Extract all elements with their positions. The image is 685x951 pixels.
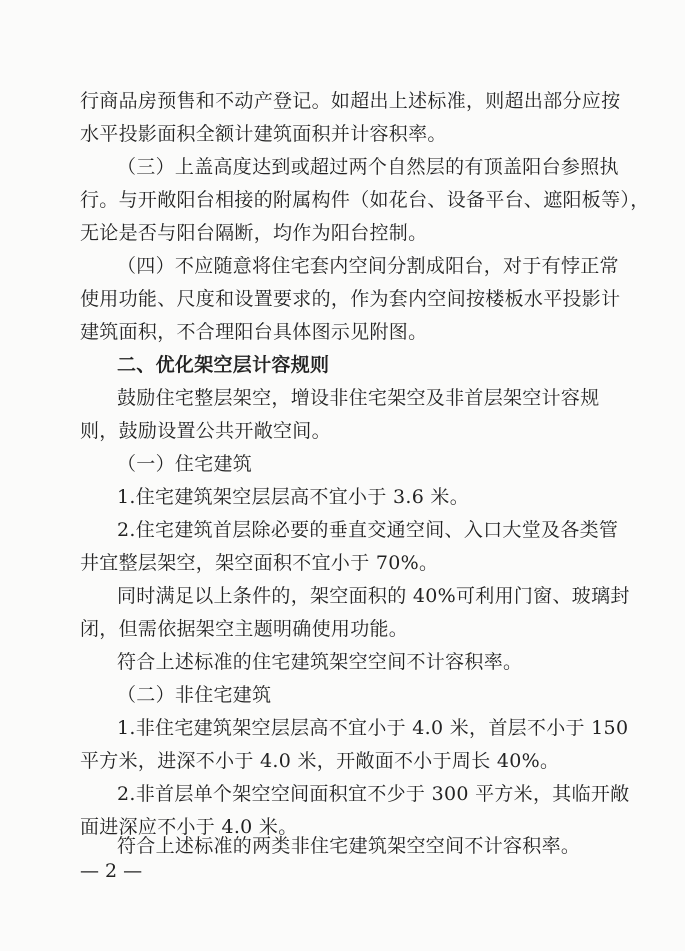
subsection-heading: （二）非住宅建筑 <box>117 684 272 706</box>
text-line: 面进深应不小于 4.0 米。 <box>80 816 298 838</box>
text-line: 鼓励住宅整层架空，增设非住宅架空及非首层架空计容规 <box>117 387 600 409</box>
subsection-heading: （一）住宅建筑 <box>117 453 253 475</box>
section-heading: 二、优化架空层计容规则 <box>117 354 330 376</box>
text-line: 使用功能、尺度和设置要求的，作为套内空间按楼板水平投影计 <box>80 288 621 310</box>
text-line: （三）上盖高度达到或超过两个自然层的有顶盖阳台参照执 <box>117 156 619 178</box>
text-line: 水平投影面积全额计建筑面积并计容积率。 <box>80 123 447 145</box>
text-line: 闭，但需依据架空主题明确使用功能。 <box>80 618 409 640</box>
text-line: （四）不应随意将住宅套内空间分割成阳台，对于有悖正常 <box>117 255 619 277</box>
text-line: 同时满足以上条件的，架空面积的 40%可利用门窗、玻璃封 <box>117 585 630 607</box>
text-line: 行商品房预售和不动产登记。如超出上述标准，则超出部分应按 <box>80 90 621 112</box>
text-line: 1.非住宅建筑架空层层高不宜小于 4.0 米，首层不小于 150 <box>117 717 629 739</box>
text-line: 井宜整层架空，架空面积不宜小于 70%。 <box>80 552 439 574</box>
text-line: 2.非首层单个架空空间面积宜不少于 300 平方米，其临开敞 <box>117 783 630 805</box>
text-line: 建筑面积，不合理阳台具体图示见附图。 <box>80 321 428 343</box>
text-line: 平方米，进深不小于 4.0 米，开敞面不小于周长 40%。 <box>80 750 560 772</box>
text-line: 符合上述标准的两类非住宅建筑架空空间不计容积率。 <box>117 835 581 857</box>
text-line: 无论是否与阳台隔断，均作为阳台控制。 <box>80 222 428 244</box>
text-line: 1.住宅建筑架空层层高不宜小于 3.6 米。 <box>117 486 470 508</box>
text-line: 2.住宅建筑首层除必要的垂直交通空间、入口大堂及各类管 <box>117 519 619 541</box>
text-line: 符合上述标准的住宅建筑架空空间不计容积率。 <box>117 651 523 673</box>
text-line: 则，鼓励设置公共开敞空间。 <box>80 420 331 442</box>
text-line: 行。与开敞阳台相接的附属构件（如花台、设备平台、遮阳板等）， <box>80 189 650 211</box>
page-number: — 2 — <box>80 860 143 882</box>
